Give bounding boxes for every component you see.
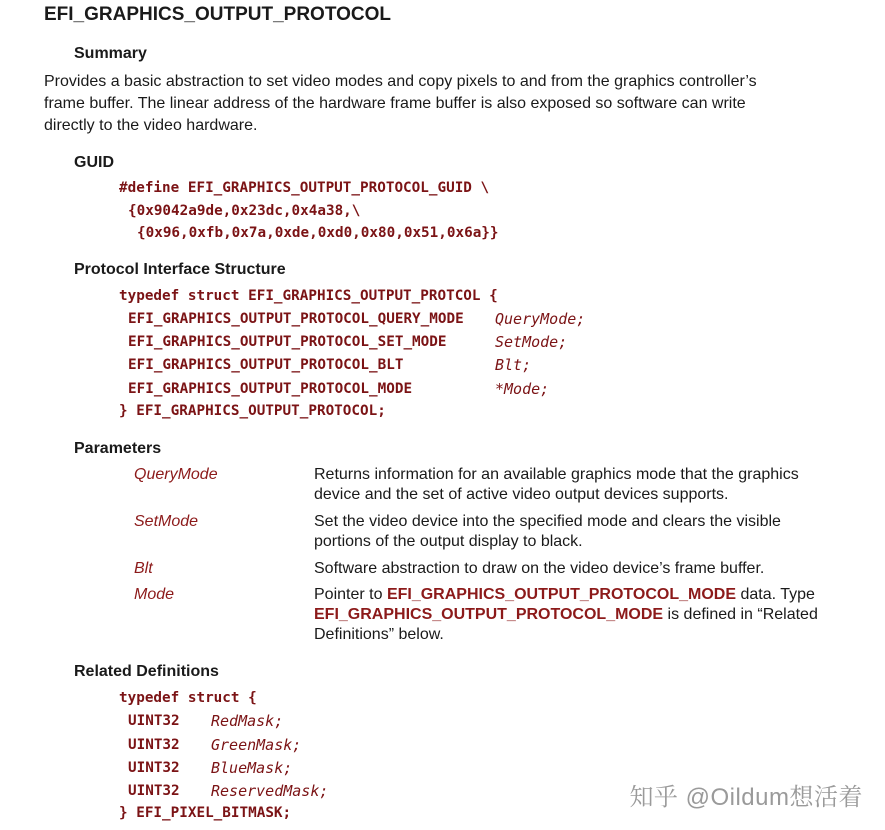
related-field-type-red: UINT32 xyxy=(128,713,180,729)
param-desc-query-mode-line-2: device and the set of active video output devices supports. xyxy=(314,486,729,503)
related-typedef-open: typedef struct { xyxy=(119,690,257,706)
mode-type-reference: EFI_GRAPHICS_OUTPUT_PROTOCOL_MODE xyxy=(386,586,737,603)
param-desc-mode-text: Pointer to xyxy=(314,586,387,603)
page-title: EFI_GRAPHICS_OUTPUT_PROTOCOL xyxy=(44,4,391,25)
param-desc-mode-line-1 xyxy=(314,585,815,605)
param-desc-blt: Software abstraction to draw on the video device’s frame buffer. xyxy=(314,560,765,577)
param-desc-query-mode-line-1: Returns information for an available graphics mode that the graphics xyxy=(314,466,799,483)
related-typedef-close: } EFI_PIXEL_BITMASK; xyxy=(119,805,292,821)
guid-define-line: #define EFI_GRAPHICS_OUTPUT_PROTOCOL_GUID \ xyxy=(119,180,490,196)
param-desc-mode-text: is defined in “Related xyxy=(663,606,818,623)
parameters-heading: Parameters xyxy=(74,440,162,457)
related-field-type-green: UINT32 xyxy=(128,737,180,753)
summary-heading: Summary xyxy=(74,45,147,62)
param-desc-mode-line-2 xyxy=(314,605,818,625)
interface-typedef-open: typedef struct EFI_GRAPHICS_OUTPUT_PROTCOL { xyxy=(119,288,498,304)
param-desc-mode-text: data. Type xyxy=(736,586,815,603)
param-name-blt: Blt xyxy=(134,560,153,577)
field-type-set-mode: EFI_GRAPHICS_OUTPUT_PROTOCOL_SET_MODE xyxy=(128,334,447,350)
related-field-type-blue: UINT32 xyxy=(128,760,180,776)
related-heading: Related Definitions xyxy=(74,663,219,680)
summary-line-1: Provides a basic abstraction to set video modes and copy pixels to and from the graphics controller’s xyxy=(44,73,757,90)
summary-line-3: directly to the video hardware. xyxy=(44,117,258,134)
related-field-name-blue: BlueMask; xyxy=(211,759,293,777)
summary-line-2: frame buffer. The linear address of the hardware frame buffer is also exposed so software can write xyxy=(44,95,746,112)
field-type-blt: EFI_GRAPHICS_OUTPUT_PROTOCOL_BLT xyxy=(128,357,404,373)
param-name-set-mode: SetMode xyxy=(134,513,199,530)
guid-heading: GUID xyxy=(74,154,114,171)
related-field-name-red: RedMask; xyxy=(211,712,284,730)
interface-typedef-close: } EFI_GRAPHICS_OUTPUT_PROTOCOL; xyxy=(119,403,386,419)
param-desc-set-mode-line-1: Set the video device into the specified mode and clears the visible xyxy=(314,513,781,530)
field-name-set-mode: SetMode; xyxy=(495,333,568,351)
param-desc-set-mode-line-2: portions of the output display to black. xyxy=(314,533,583,550)
watermark: 知乎 @Oildum想活着 xyxy=(629,784,863,811)
field-name-blt: Blt; xyxy=(495,356,532,374)
guid-value-line-1: {0x9042a9de,0x23dc,0x4a38,\ xyxy=(128,203,361,219)
param-name-query-mode: QueryMode xyxy=(134,466,218,483)
field-type-query-mode: EFI_GRAPHICS_OUTPUT_PROTOCOL_QUERY_MODE xyxy=(128,311,464,327)
param-desc-mode-line-3: Definitions” below. xyxy=(314,626,444,643)
field-type-mode: EFI_GRAPHICS_OUTPUT_PROTOCOL_MODE xyxy=(128,381,413,397)
related-field-name-green: GreenMask; xyxy=(211,736,302,754)
param-name-mode: Mode xyxy=(134,586,175,603)
related-field-name-reserved: ReservedMask; xyxy=(211,782,329,800)
related-field-type-reserved: UINT32 xyxy=(128,783,180,799)
guid-value-line-2: {0x96,0xfb,0x7a,0xde,0xd0,0x80,0x51,0x6a}} xyxy=(137,225,499,241)
mode-type-reference: EFI_GRAPHICS_OUTPUT_PROTOCOL_MODE xyxy=(314,606,664,623)
field-name-mode: *Mode; xyxy=(495,380,550,398)
interface-heading: Protocol Interface Structure xyxy=(74,261,286,278)
field-name-query-mode: QueryMode; xyxy=(495,310,586,328)
